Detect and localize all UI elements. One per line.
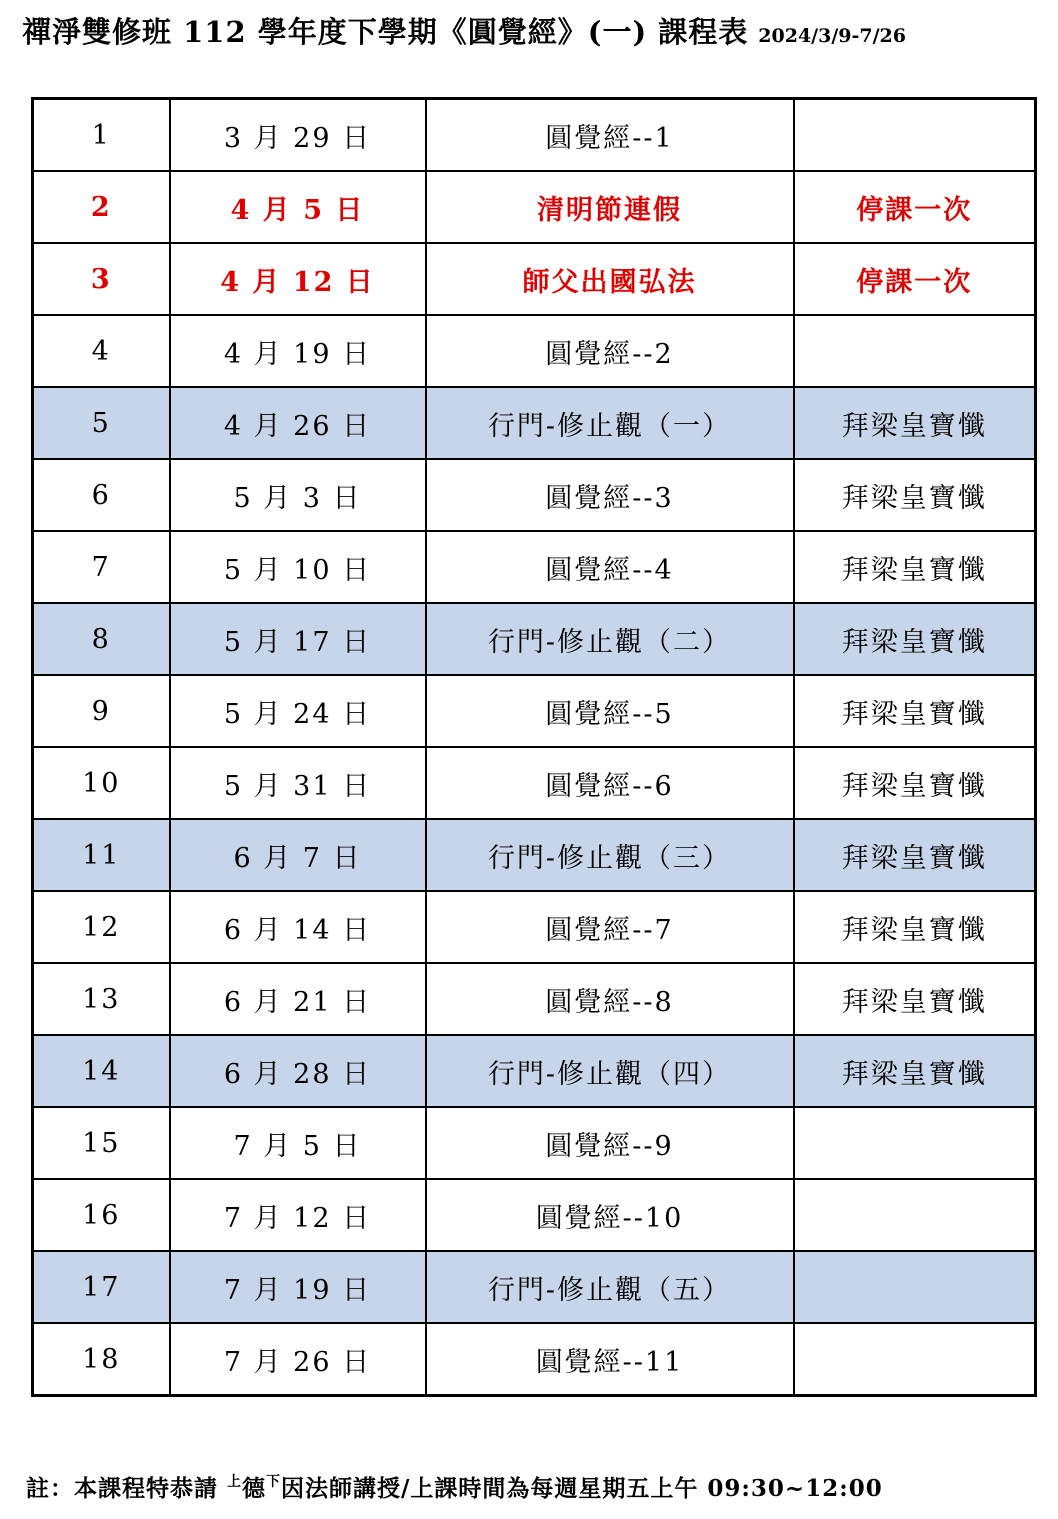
session-note: 停課一次 xyxy=(794,171,1036,243)
footer-honorific-left: 上 xyxy=(227,1474,243,1490)
session-note: 拜梁皇寶懺 xyxy=(794,675,1036,747)
session-note: 拜梁皇寶懺 xyxy=(794,963,1036,1035)
session-number: 5 xyxy=(33,387,170,459)
session-topic: 圓覺經--1 xyxy=(426,99,794,172)
session-number: 10 xyxy=(33,747,170,819)
footer-note xyxy=(26,1470,883,1503)
table-row xyxy=(33,531,1036,603)
session-number: 1 xyxy=(33,99,170,172)
session-date: 4 月 5 日 xyxy=(170,171,426,243)
session-number: 11 xyxy=(33,819,170,891)
session-date: 6 月 7 日 xyxy=(170,819,426,891)
session-note: 停課一次 xyxy=(794,243,1036,315)
table-row xyxy=(33,1179,1036,1251)
session-date: 5 月 3 日 xyxy=(170,459,426,531)
session-note: 拜梁皇寶懺 xyxy=(794,603,1036,675)
session-number: 14 xyxy=(33,1035,170,1107)
title-date-range: 2024/3/9-7/26 xyxy=(758,25,906,47)
session-date: 7 月 12 日 xyxy=(170,1179,426,1251)
session-date: 6 月 21 日 xyxy=(170,963,426,1035)
session-topic: 師父出國弘法 xyxy=(426,243,794,315)
session-date: 6 月 28 日 xyxy=(170,1035,426,1107)
schedule-table xyxy=(31,97,1037,1397)
session-number: 7 xyxy=(33,531,170,603)
session-date: 4 月 19 日 xyxy=(170,315,426,387)
table-row xyxy=(33,603,1036,675)
schedule-table-body xyxy=(33,99,1036,1396)
table-row xyxy=(33,99,1036,172)
table-row xyxy=(33,819,1036,891)
session-topic: 行門-修止觀（三） xyxy=(426,819,794,891)
session-date: 5 月 17 日 xyxy=(170,603,426,675)
session-topic: 圓覺經--4 xyxy=(426,531,794,603)
session-note xyxy=(794,1179,1036,1251)
session-number: 12 xyxy=(33,891,170,963)
footer-honorific-right: 下 xyxy=(266,1474,282,1490)
session-topic: 圓覺經--11 xyxy=(426,1323,794,1396)
table-row xyxy=(33,1035,1036,1107)
session-number: 18 xyxy=(33,1323,170,1396)
table-row xyxy=(33,891,1036,963)
session-topic: 清明節連假 xyxy=(426,171,794,243)
session-note xyxy=(794,1323,1036,1396)
session-topic: 圓覺經--10 xyxy=(426,1179,794,1251)
session-number: 9 xyxy=(33,675,170,747)
page-title xyxy=(22,10,1052,60)
session-date: 5 月 24 日 xyxy=(170,675,426,747)
session-topic: 行門-修止觀（五） xyxy=(426,1251,794,1323)
table-row xyxy=(33,963,1036,1035)
table-row xyxy=(33,675,1036,747)
session-number: 13 xyxy=(33,963,170,1035)
session-topic: 行門-修止觀（一） xyxy=(426,387,794,459)
session-note xyxy=(794,315,1036,387)
session-note: 拜梁皇寶懺 xyxy=(794,1035,1036,1107)
session-date: 6 月 14 日 xyxy=(170,891,426,963)
session-topic: 圓覺經--3 xyxy=(426,459,794,531)
session-note xyxy=(794,1107,1036,1179)
table-row xyxy=(33,1323,1036,1396)
session-number: 4 xyxy=(33,315,170,387)
session-number: 16 xyxy=(33,1179,170,1251)
table-row xyxy=(33,315,1036,387)
session-note: 拜梁皇寶懺 xyxy=(794,891,1036,963)
session-topic: 圓覺經--8 xyxy=(426,963,794,1035)
session-number: 3 xyxy=(33,243,170,315)
session-note xyxy=(794,1251,1036,1323)
session-topic: 圓覺經--9 xyxy=(426,1107,794,1179)
table-row xyxy=(33,1107,1036,1179)
session-date: 5 月 31 日 xyxy=(170,747,426,819)
session-topic: 行門-修止觀（二） xyxy=(426,603,794,675)
session-topic: 行門-修止觀（四） xyxy=(426,1035,794,1107)
session-number: 6 xyxy=(33,459,170,531)
table-row xyxy=(33,747,1036,819)
session-number: 15 xyxy=(33,1107,170,1179)
footer-teacher-name: 德 xyxy=(242,1475,267,1502)
session-date: 3 月 29 日 xyxy=(170,99,426,172)
footer-prefix: 註：本課程特恭請 xyxy=(26,1475,228,1502)
table-row xyxy=(33,1251,1036,1323)
session-date: 7 月 26 日 xyxy=(170,1323,426,1396)
footer-suffix: 因法師講授/上課時間為每週星期五上午 09:30~12:00 xyxy=(281,1475,883,1502)
session-number: 8 xyxy=(33,603,170,675)
table-row xyxy=(33,459,1036,531)
session-number: 2 xyxy=(33,171,170,243)
session-note: 拜梁皇寶懺 xyxy=(794,459,1036,531)
session-topic: 圓覺經--5 xyxy=(426,675,794,747)
session-date: 4 月 12 日 xyxy=(170,243,426,315)
title-text: 禪淨雙修班 112 學年度下學期《圓覺經》(一) 課程表 xyxy=(22,15,749,49)
session-date: 7 月 5 日 xyxy=(170,1107,426,1179)
session-topic: 圓覺經--2 xyxy=(426,315,794,387)
session-note: 拜梁皇寶懺 xyxy=(794,387,1036,459)
table-row xyxy=(33,387,1036,459)
session-note xyxy=(794,99,1036,172)
table-row xyxy=(33,243,1036,315)
session-topic: 圓覺經--7 xyxy=(426,891,794,963)
session-date: 7 月 19 日 xyxy=(170,1251,426,1323)
session-date: 5 月 10 日 xyxy=(170,531,426,603)
session-note: 拜梁皇寶懺 xyxy=(794,747,1036,819)
session-note: 拜梁皇寶懺 xyxy=(794,819,1036,891)
session-date: 4 月 26 日 xyxy=(170,387,426,459)
session-topic: 圓覺經--6 xyxy=(426,747,794,819)
table-row xyxy=(33,171,1036,243)
session-note: 拜梁皇寶懺 xyxy=(794,531,1036,603)
session-number: 17 xyxy=(33,1251,170,1323)
